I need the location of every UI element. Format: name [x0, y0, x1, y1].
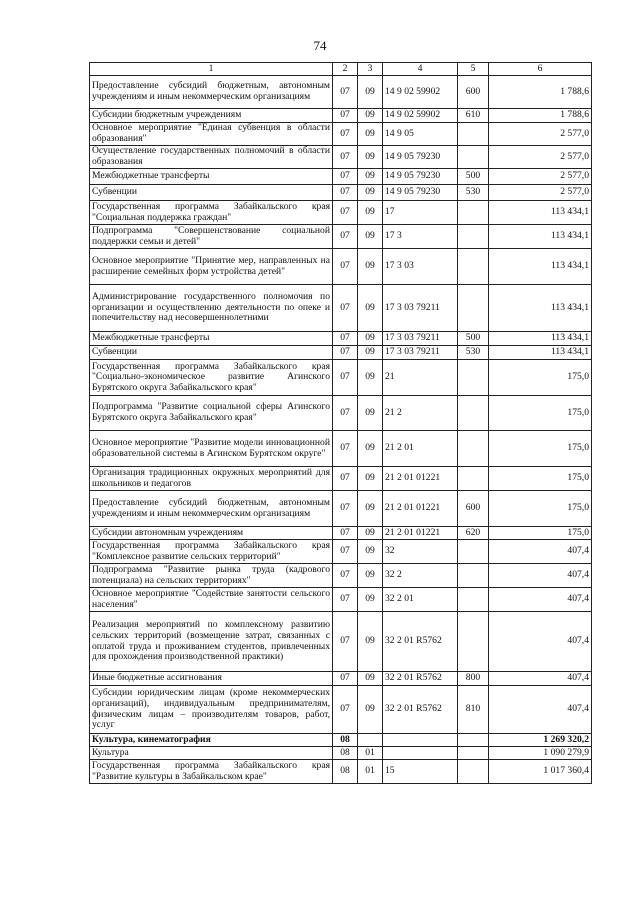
- amount-cell: 113 434,1: [489, 225, 592, 249]
- target-article-cell: 17 3 03 79211: [383, 346, 458, 360]
- section-code-cell: 07: [333, 612, 358, 672]
- target-article-cell: 14 9 05 79230: [383, 146, 458, 169]
- subsection-code-cell: 09: [358, 76, 383, 109]
- target-article-cell: 14 9 05 79230: [383, 169, 458, 185]
- column-header: 2: [333, 63, 358, 76]
- table-row: [90, 588, 592, 612]
- item-name-cell: Государственная программа Забайкальского края "Социальная поддержка граждан": [90, 201, 333, 225]
- page-number: 74: [313, 38, 327, 53]
- subsection-code-cell: [358, 734, 383, 747]
- target-article-cell: 14 9 05: [383, 123, 458, 146]
- amount-cell: 1 090 279,9: [489, 747, 592, 760]
- amount-cell: 175,0: [489, 527, 592, 540]
- target-article-cell: 32 2 01: [383, 588, 458, 612]
- expense-type-cell: [458, 123, 489, 146]
- target-article-cell: 32 2 01 R5762: [383, 686, 458, 734]
- item-name-cell: Межбюджетные трансферты: [90, 332, 333, 346]
- section-code-cell: 07: [333, 185, 358, 201]
- item-name-cell: Основное мероприятие "Принятие мер, направленных на расширение семейных форм устройства детей": [90, 249, 333, 285]
- item-name-cell: Осуществление государственных полномочий в области образования: [90, 146, 333, 169]
- section-code-cell: 07: [333, 672, 358, 686]
- item-name-cell: Культура, кинематография: [90, 734, 333, 747]
- amount-cell: 1 788,6: [489, 76, 592, 109]
- budget-table: [89, 62, 592, 784]
- table-row: [90, 169, 592, 185]
- expense-type-cell: 530: [458, 346, 489, 360]
- table-row: [90, 146, 592, 169]
- table-row: [90, 201, 592, 225]
- item-name-cell: Подпрограмма "Совершенствование социальной поддержки семьи и детей": [90, 225, 333, 249]
- section-code-cell: 07: [333, 249, 358, 285]
- expense-type-cell: [458, 396, 489, 431]
- table-row: [90, 332, 592, 346]
- section-code-cell: 07: [333, 201, 358, 225]
- table-row: [90, 686, 592, 734]
- expense-type-cell: [458, 225, 489, 249]
- section-code-cell: 07: [333, 146, 358, 169]
- item-name-cell: Субвенции: [90, 185, 333, 201]
- expense-type-cell: 530: [458, 185, 489, 201]
- target-article-cell: 14 9 02 59902: [383, 76, 458, 109]
- expense-type-cell: 500: [458, 332, 489, 346]
- target-article-cell: 15: [383, 760, 458, 784]
- table-row: [90, 540, 592, 564]
- amount-cell: 2 577,0: [489, 185, 592, 201]
- section-code-cell: 07: [333, 431, 358, 467]
- amount-cell: 2 577,0: [489, 123, 592, 146]
- subsection-code-cell: 09: [358, 527, 383, 540]
- expense-type-cell: 800: [458, 672, 489, 686]
- table-row: [90, 747, 592, 760]
- amount-cell: 407,4: [489, 540, 592, 564]
- subsection-code-cell: 09: [358, 169, 383, 185]
- target-article-cell: 14 9 02 59902: [383, 109, 458, 123]
- subsection-code-cell: 09: [358, 109, 383, 123]
- expense-type-cell: [458, 360, 489, 396]
- table-row: [90, 76, 592, 109]
- item-name-cell: Организация традиционных окружных мероприятий для школьников и педагогов: [90, 467, 333, 491]
- amount-cell: 1 017 360,4: [489, 760, 592, 784]
- amount-cell: 175,0: [489, 491, 592, 527]
- table-row: [90, 527, 592, 540]
- item-name-cell: Государственная программа Забайкальского края "Социально-экономическое развитие Агинского Бурятского округа Забайкальского края": [90, 360, 333, 396]
- section-code-cell: 07: [333, 540, 358, 564]
- section-code-cell: 07: [333, 564, 358, 588]
- item-name-cell: Основное мероприятие "Единая субвенция в области образования": [90, 123, 333, 146]
- table-body: [90, 76, 592, 784]
- section-code-cell: 07: [333, 588, 358, 612]
- section-code-cell: 07: [333, 109, 358, 123]
- expense-type-cell: [458, 249, 489, 285]
- section-code-cell: 07: [333, 285, 358, 332]
- expense-type-cell: [458, 564, 489, 588]
- section-code-cell: 07: [333, 169, 358, 185]
- target-article-cell: 17 3 03 79211: [383, 285, 458, 332]
- item-name-cell: Государственная программа Забайкальского края "Развитие культуры в Забайкальском крае": [90, 760, 333, 784]
- item-name-cell: Предоставление субсидий бюджетным, автономным учреждениям и иным некоммерческим организациям: [90, 491, 333, 527]
- target-article-cell: 32 2 01 R5762: [383, 672, 458, 686]
- subsection-code-cell: 09: [358, 123, 383, 146]
- target-article-cell: 21 2 01 01221: [383, 491, 458, 527]
- subsection-code-cell: 09: [358, 396, 383, 431]
- table-row: [90, 109, 592, 123]
- target-article-cell: [383, 747, 458, 760]
- amount-cell: 175,0: [489, 396, 592, 431]
- item-name-cell: Субсидии автономным учреждениям: [90, 527, 333, 540]
- target-article-cell: 17 3 03: [383, 249, 458, 285]
- item-name-cell: Основное мероприятие "Развитие модели инновационной образовательной системы в Агинском Бурятском округе": [90, 431, 333, 467]
- expense-type-cell: [458, 431, 489, 467]
- amount-cell: 407,4: [489, 564, 592, 588]
- subsection-code-cell: 09: [358, 491, 383, 527]
- target-article-cell: 21: [383, 360, 458, 396]
- table-row: [90, 564, 592, 588]
- subsection-code-cell: 09: [358, 564, 383, 588]
- amount-cell: 175,0: [489, 431, 592, 467]
- target-article-cell: 32 2: [383, 564, 458, 588]
- expense-type-cell: [458, 201, 489, 225]
- subsection-code-cell: 09: [358, 185, 383, 201]
- amount-cell: 113 434,1: [489, 285, 592, 332]
- section-code-cell: 07: [333, 123, 358, 146]
- table-row: [90, 672, 592, 686]
- expense-type-cell: 620: [458, 527, 489, 540]
- subsection-code-cell: 09: [358, 467, 383, 491]
- item-name-cell: Субсидии бюджетным учреждениям: [90, 109, 333, 123]
- subsection-code-cell: 09: [358, 540, 383, 564]
- expense-type-cell: 610: [458, 109, 489, 123]
- target-article-cell: 21 2 01 01221: [383, 467, 458, 491]
- subsection-code-cell: 09: [358, 686, 383, 734]
- item-name-cell: Основное мероприятие "Содействие занятости сельского населения": [90, 588, 333, 612]
- item-name-cell: Культура: [90, 747, 333, 760]
- item-name-cell: Администрирование государственного полномочия по организации и осуществлению деятельности по опеке и попечительству над несовершеннолетними: [90, 285, 333, 332]
- expense-type-cell: 810: [458, 686, 489, 734]
- subsection-code-cell: 01: [358, 747, 383, 760]
- amount-cell: 2 577,0: [489, 169, 592, 185]
- subsection-code-cell: 01: [358, 760, 383, 784]
- subsection-code-cell: 09: [358, 431, 383, 467]
- subsection-code-cell: 09: [358, 201, 383, 225]
- table-row: [90, 612, 592, 672]
- amount-cell: 407,4: [489, 672, 592, 686]
- subsection-code-cell: 09: [358, 672, 383, 686]
- subsection-code-cell: 09: [358, 225, 383, 249]
- section-code-cell: 07: [333, 332, 358, 346]
- target-article-cell: 21 2 01 01221: [383, 527, 458, 540]
- amount-cell: 113 434,1: [489, 249, 592, 285]
- expense-type-cell: [458, 146, 489, 169]
- amount-cell: 113 434,1: [489, 346, 592, 360]
- table-row: [90, 185, 592, 201]
- section-code-cell: 08: [333, 734, 358, 747]
- expense-type-cell: [458, 747, 489, 760]
- table-row: [90, 249, 592, 285]
- amount-cell: 2 577,0: [489, 146, 592, 169]
- expense-type-cell: 600: [458, 76, 489, 109]
- amount-cell: 113 434,1: [489, 332, 592, 346]
- section-code-cell: 07: [333, 527, 358, 540]
- amount-cell: 175,0: [489, 360, 592, 396]
- amount-cell: 1 269 320,2: [489, 734, 592, 747]
- item-name-cell: Межбюджетные трансферты: [90, 169, 333, 185]
- subsection-code-cell: 09: [358, 285, 383, 332]
- target-article-cell: 21 2 01: [383, 431, 458, 467]
- item-name-cell: Субвенции: [90, 346, 333, 360]
- expense-type-cell: 500: [458, 169, 489, 185]
- subsection-code-cell: 09: [358, 360, 383, 396]
- section-code-cell: 07: [333, 76, 358, 109]
- column-header: 1: [90, 63, 333, 76]
- table-row: [90, 396, 592, 431]
- table-row: [90, 285, 592, 332]
- expense-type-cell: [458, 734, 489, 747]
- section-code-cell: 07: [333, 686, 358, 734]
- expense-type-cell: [458, 760, 489, 784]
- section-code-cell: 07: [333, 396, 358, 431]
- column-header: 5: [458, 63, 489, 76]
- amount-cell: 407,4: [489, 612, 592, 672]
- subsection-code-cell: 09: [358, 249, 383, 285]
- expense-type-cell: [458, 612, 489, 672]
- subsection-code-cell: 09: [358, 332, 383, 346]
- target-article-cell: 17: [383, 201, 458, 225]
- table-row: [90, 360, 592, 396]
- subsection-code-cell: 09: [358, 588, 383, 612]
- table-row: [90, 760, 592, 784]
- section-code-cell: 07: [333, 491, 358, 527]
- item-name-cell: Субсидии юридическим лицам (кроме некоммерческих организаций), индивидуальным предпринимателям, физическим лицам – производителям товаров, работ, услуг: [90, 686, 333, 734]
- item-name-cell: Государственная программа Забайкальского края "Комплексное развитие сельских территорий": [90, 540, 333, 564]
- subsection-code-cell: 09: [358, 346, 383, 360]
- column-header: 6: [489, 63, 592, 76]
- column-header: 3: [358, 63, 383, 76]
- expense-type-cell: [458, 540, 489, 564]
- target-article-cell: 14 9 05 79230: [383, 185, 458, 201]
- target-article-cell: 32: [383, 540, 458, 564]
- subsection-code-cell: 09: [358, 146, 383, 169]
- section-code-cell: 07: [333, 360, 358, 396]
- expense-type-cell: [458, 285, 489, 332]
- target-article-cell: 17 3: [383, 225, 458, 249]
- amount-cell: 1 788,6: [489, 109, 592, 123]
- target-article-cell: 32 2 01 R5762: [383, 612, 458, 672]
- table-row: [90, 431, 592, 467]
- target-article-cell: 17 3 03 79211: [383, 332, 458, 346]
- table-row: [90, 467, 592, 491]
- table-header-row: [90, 63, 592, 76]
- table-row: [90, 734, 592, 747]
- item-name-cell: Подпрограмма "Развитие социальной сферы Агинского Бурятского округа Забайкальского края": [90, 396, 333, 431]
- target-article-cell: [383, 734, 458, 747]
- expense-type-cell: 600: [458, 491, 489, 527]
- expense-type-cell: [458, 467, 489, 491]
- item-name-cell: Предоставление субсидий бюджетным, автономным учреждениям и иным некоммерческим организациям: [90, 76, 333, 109]
- table-row: [90, 123, 592, 146]
- section-code-cell: 07: [333, 467, 358, 491]
- table-row: [90, 491, 592, 527]
- section-code-cell: 08: [333, 747, 358, 760]
- item-name-cell: Иные бюджетные ассигнования: [90, 672, 333, 686]
- table-row: [90, 346, 592, 360]
- section-code-cell: 08: [333, 760, 358, 784]
- section-code-cell: 07: [333, 225, 358, 249]
- amount-cell: 407,4: [489, 588, 592, 612]
- amount-cell: 407,4: [489, 686, 592, 734]
- table-row: [90, 225, 592, 249]
- subsection-code-cell: 09: [358, 612, 383, 672]
- expense-type-cell: [458, 588, 489, 612]
- item-name-cell: Реализация мероприятий по комплексному развитию сельских территорий (возмещение затрат, связанных с оплатой труда и проживанием студентов, привлеченных для прохождения производственной практики): [90, 612, 333, 672]
- target-article-cell: 21 2: [383, 396, 458, 431]
- section-code-cell: 07: [333, 346, 358, 360]
- amount-cell: 113 434,1: [489, 201, 592, 225]
- item-name-cell: Подпрограмма "Развитие рынка труда (кадрового потенциала) на сельских территориях": [90, 564, 333, 588]
- amount-cell: 175,0: [489, 467, 592, 491]
- column-header: 4: [383, 63, 458, 76]
